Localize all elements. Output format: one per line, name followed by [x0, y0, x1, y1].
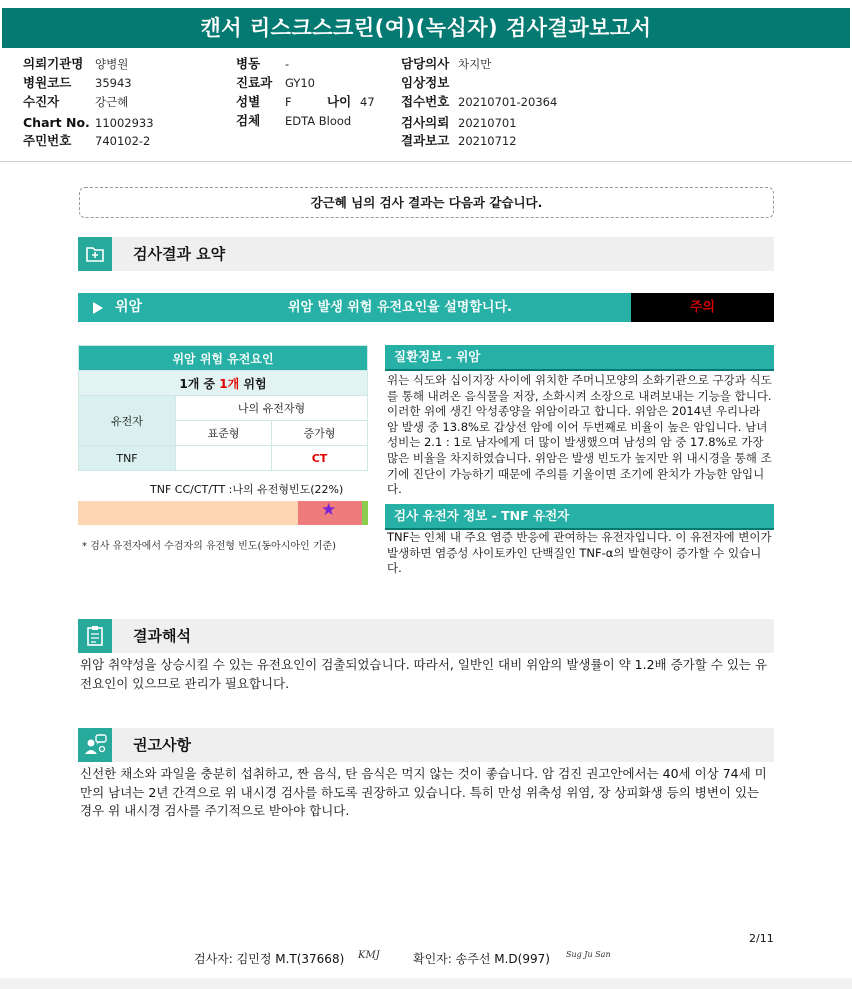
risk-bar — [78, 293, 774, 322]
disease-info-text: 위는 식도와 십이지장 사이에 위치한 주머니모양의 소화기관으로 구강과 식도를 통해 내려온 음식물을 저장, 소화시켜 소장으로 내려보내는 기능을 합니다. 이러한 위에 생긴 악성종양을 위암이라고 합니다. 위암은 2014년 우리나라 암 발생 중 13.8%로 갑상선 암에 이어 두번째로 비율이 높은 암입니다. 남녀 성비는 2.1 : 1로 남자에게 더 많이 발생했으며 남성의 암 중 17.8%로 가장 많은 비율을 차지하였습니다. 위암은 발생 빈도가 높지만 위 내시경을 통해 조기에 진단이 가능하기 때문에 주의를 기울이면 조기에 완치가 가능한 암입니다. — [387, 373, 772, 497]
age-label: 나이 — [327, 94, 352, 109]
increase-cell: CT — [271, 446, 367, 471]
request-label: 검사의뢰 — [401, 115, 450, 130]
summary-section-header — [78, 237, 774, 271]
dept-value: GY10 — [285, 76, 315, 90]
confirmer: 확인자: 송주선 M.D(997) — [413, 952, 550, 966]
greeting-box: 강근혜 님의 검사 결과는 다음과 같습니다. — [79, 187, 774, 218]
sex-label: 성별 — [236, 94, 261, 109]
interpretation-title: 결과해석 — [133, 627, 191, 645]
disease-info-divider — [385, 369, 774, 371]
table-row — [79, 446, 368, 471]
gene-info-text: TNF는 인체 내 주요 염증 반응에 관여하는 유전자입니다. 이 유전자에 변이가 발생하면 염증성 사이토카인 단백질인 TNF-α의 발현량이 증가할 수 있습니다. — [387, 530, 772, 576]
interpretation-section-header — [78, 619, 774, 653]
report-date-value: 20210712 — [458, 134, 517, 148]
chart-value: 11002933 — [95, 116, 154, 130]
frequency-segment-rare — [362, 501, 368, 525]
report-title: 캔서 리스크스크린(여)(녹십자) 검사결과보고서 — [2, 8, 850, 48]
col-gene-header: 유전자 — [79, 396, 176, 446]
risk-count-hit: 1개 — [219, 376, 240, 391]
disease-info-title: 질환정보 - 위암 — [385, 345, 774, 369]
patient-info — [0, 54, 852, 162]
risk-level-badge: 주의 — [631, 293, 774, 322]
age-value: 47 — [360, 95, 375, 109]
folder-plus-icon — [78, 237, 112, 271]
examiner: 검사자: 김민정 M.T(37668) — [194, 952, 345, 966]
code-label: 병원코드 — [23, 75, 72, 90]
summary-title: 검사결과 요약 — [133, 245, 226, 263]
id-value: 740102-2 — [95, 134, 151, 148]
gene-table-header: 위암 위험 유전요인 — [79, 346, 368, 371]
patient-label: 수진자 — [23, 94, 60, 109]
specimen-value: EDTA Blood — [285, 114, 352, 128]
receipt-label: 접수번호 — [401, 94, 450, 109]
dept-label: 진료과 — [236, 75, 273, 90]
col-standard-header: 표준형 — [176, 421, 272, 446]
specimen-label: 검체 — [236, 113, 261, 128]
gene-cell: TNF — [79, 446, 176, 471]
doctor-label: 담당의사 — [401, 56, 450, 71]
col-increase-header: 증가형 — [271, 421, 367, 446]
ward-value: - — [285, 57, 290, 71]
hospital-label: 의뢰기관명 — [23, 56, 84, 71]
recommendation-text: 신선한 채소와 과일을 충분히 섭취하고, 짠 음식, 탄 음식은 먹지 않는 것이 좋습니다. 암 검진 권고안에서는 40세 이상 74세 미만의 남녀는 2년 간격으로 위 내시경 검사를 하도록 권장하고 있습니다. 특히 만성 위축성 위염, 장 상피화생 등의 병변이 있는 경우 위 내시경 검사를 주기적으로 받아야 합니다. — [80, 766, 767, 818]
risk-description: 위암 발생 위험 유전요인을 설명합니다. — [288, 300, 512, 315]
star-marker-icon: ★ — [321, 500, 337, 520]
code-value: 35943 — [95, 76, 132, 90]
gene-info-title: 검사 유전자 정보 - TNF 유전자 — [385, 504, 774, 528]
risk-count-prefix: 1개 중 — [179, 376, 220, 391]
frequency-label: TNF CC/CT/TT :나의 유전형빈도(22%) — [150, 483, 344, 496]
doctor-consult-icon — [78, 728, 112, 762]
risk-name: 위암 — [115, 299, 143, 315]
chart-label: Chart No. — [23, 115, 90, 130]
recommendation-title: 권고사항 — [133, 736, 191, 754]
risk-count — [79, 371, 368, 396]
recommendation-section-header — [78, 728, 774, 762]
doctor-value: 차지만 — [458, 57, 492, 71]
risk-count-suffix: 위험 — [239, 376, 267, 391]
standard-cell — [176, 446, 272, 471]
interpretation-text: 위암 취약성을 상승시킬 수 있는 유전요인이 검출되었습니다. 따라서, 일반인 대비 위암의 발생률이 약 1.2배 증가할 수 있는 유전요인이 있으므로 관리가 필요합니다. — [80, 657, 768, 691]
examiner-signature: KMJ — [358, 950, 380, 961]
frequency-segment-common — [78, 501, 298, 525]
sex-value: F — [285, 95, 292, 109]
id-label: 주민번호 — [23, 133, 72, 148]
ward-label: 병동 — [236, 56, 261, 71]
gene-risk-table — [78, 345, 368, 471]
clipboard-icon — [78, 619, 112, 653]
report-date-label: 결과보고 — [401, 133, 450, 148]
page-number: 2/11 — [749, 932, 774, 945]
risk-bar-main — [78, 293, 631, 322]
frequency-bar — [78, 501, 368, 525]
request-value: 20210701 — [458, 116, 517, 130]
hospital-value: 양병원 — [95, 57, 129, 71]
my-genotype-header: 나의 유전자형 — [176, 396, 368, 421]
patient-value: 강근혜 — [95, 95, 129, 109]
frequency-note: * 검사 유전자에서 수검자의 유전형 빈도(동아시아인 기준) — [82, 541, 337, 552]
confirmer-signature: Sug Ju San — [566, 950, 611, 959]
clinical-label: 임상정보 — [401, 75, 450, 90]
play-triangle-icon — [93, 302, 103, 314]
receipt-value: 20210701-20364 — [458, 95, 558, 109]
